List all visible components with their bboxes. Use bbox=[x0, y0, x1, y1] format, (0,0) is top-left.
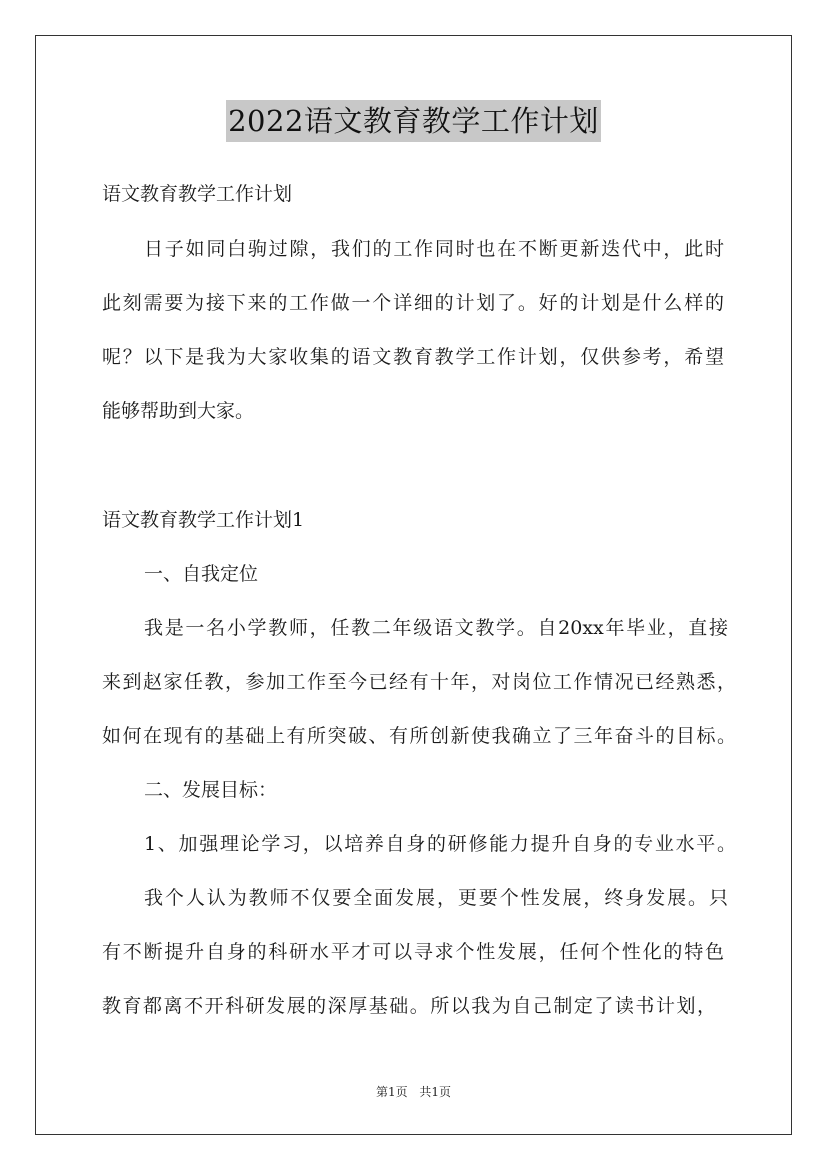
paragraph-line: 日子如同白驹过隙，我们的工作同时也在不断更新迭代中，此时 bbox=[144, 238, 724, 260]
subsection-heading: 二、发展目标： bbox=[144, 779, 278, 801]
paragraph-line: 教育都离不开科研发展的深厚基础。所以我为自己制定了读书计划， bbox=[102, 995, 716, 1017]
page-footer bbox=[0, 1084, 827, 1100]
subsection-heading: 一、自我定位 bbox=[144, 563, 259, 585]
page-total: 共1页 bbox=[419, 1085, 452, 1099]
document-title: 2022语文教育教学工作计划 bbox=[226, 100, 601, 142]
title-container bbox=[0, 100, 827, 142]
paragraph-line: 呢？以下是我为大家收集的语文教育教学工作计划，仅供参考，希望 bbox=[102, 346, 724, 368]
paragraph-line: 有不断提升自身的科研水平才可以寻求个性发展，任何个性化的特色 bbox=[102, 941, 724, 963]
paragraph-line: 我是一名小学教师，任教二年级语文教学。自20xx年毕业，直接 bbox=[144, 617, 728, 639]
paragraph-line: 此刻需要为接下来的工作做一个详细的计划了。好的计划是什么样的 bbox=[102, 292, 724, 314]
page-number: 第1页 bbox=[375, 1085, 408, 1099]
paragraph-line: 1、加强理论学习，以培养自身的研修能力提升自身的专业水平。 bbox=[144, 833, 736, 855]
section-heading: 语文教育教学工作计划1 bbox=[102, 509, 305, 531]
section-heading: 语文教育教学工作计划 bbox=[102, 183, 293, 205]
paragraph-line: 来到赵家任教，参加工作至今已经有十年，对岗位工作情况已经熟悉， bbox=[102, 671, 736, 693]
paragraph-line: 我个人认为教师不仅要全面发展，更要个性发展，终身发展。只 bbox=[144, 887, 728, 909]
paragraph-line: 如何在现有的基础上有所突破、有所创新使我确立了三年奋斗的目标。 bbox=[102, 725, 736, 747]
paragraph-line: 能够帮助到大家。 bbox=[102, 400, 255, 422]
